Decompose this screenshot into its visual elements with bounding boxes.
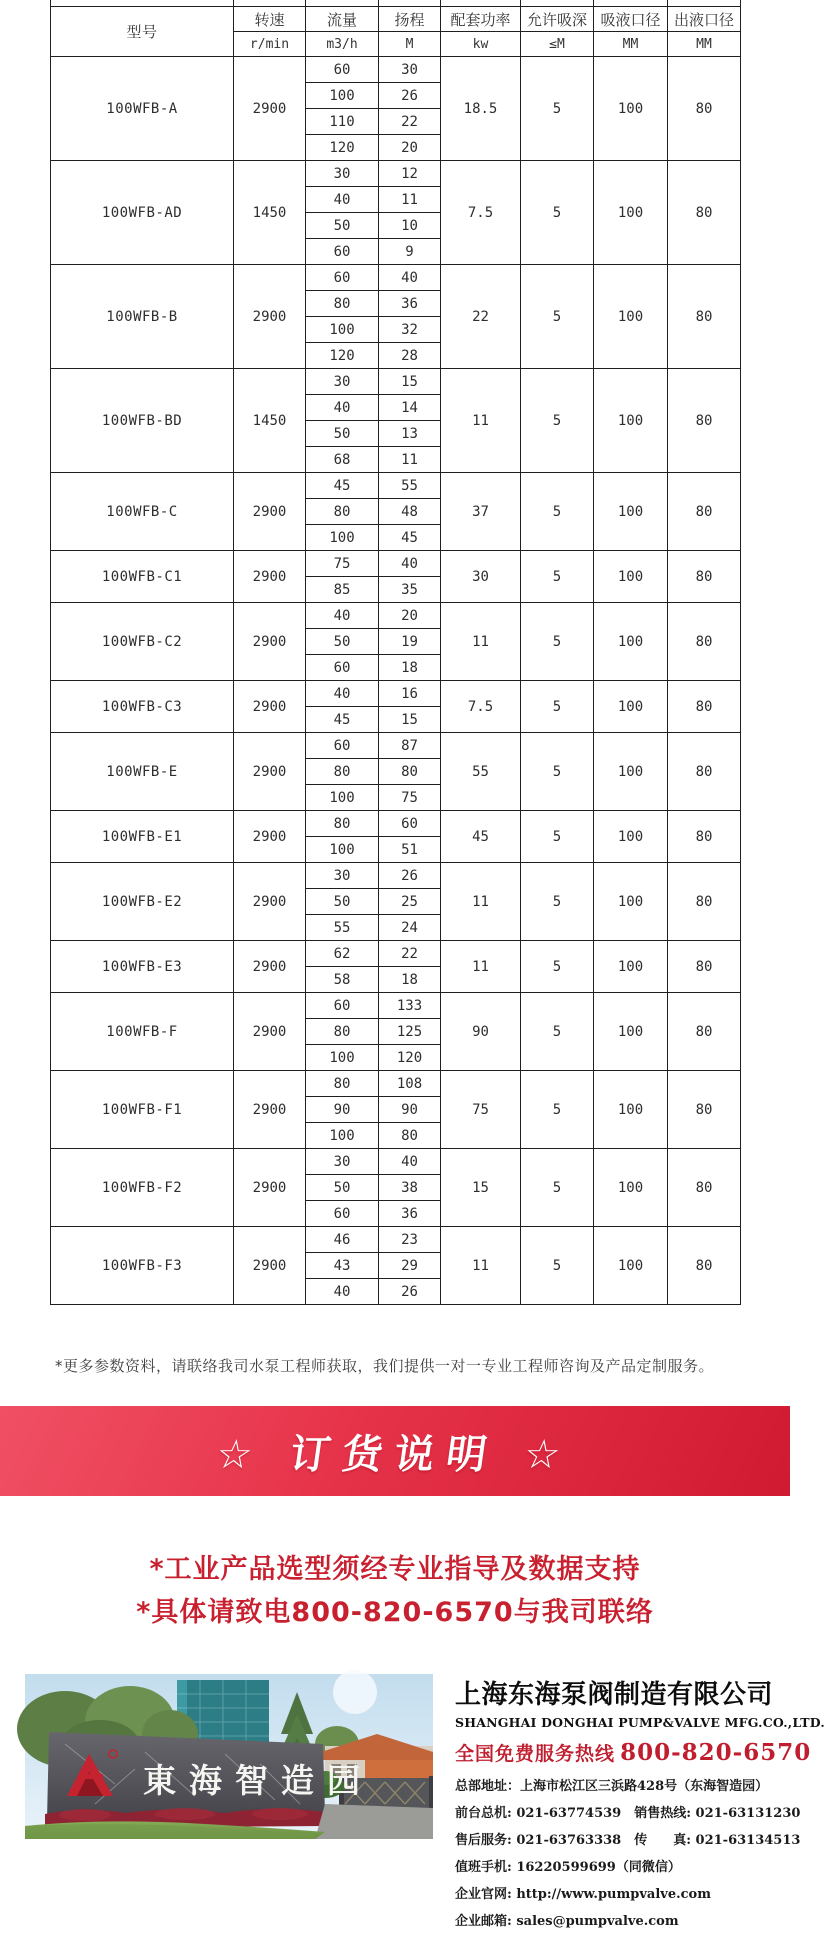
speed-cell: 2900 — [234, 1149, 306, 1227]
table-row — [51, 993, 741, 1019]
table-row — [51, 473, 741, 499]
table-row — [51, 57, 741, 83]
flow-cell: 46 — [306, 1227, 379, 1253]
outlet-cell: 80 — [668, 161, 741, 265]
table-row — [51, 1149, 741, 1175]
suction-cell: 5 — [521, 733, 594, 811]
head-cell: 9 — [379, 239, 441, 265]
inlet-cell: 100 — [594, 1149, 668, 1227]
power-cell: 7.5 — [441, 681, 521, 733]
suction-cell: 5 — [521, 681, 594, 733]
suction-cell: 5 — [521, 603, 594, 681]
speed-cell: 1450 — [234, 161, 306, 265]
head-cell: 40 — [379, 1149, 441, 1175]
head-cell: 40 — [379, 551, 441, 577]
power-cell: 75 — [441, 1071, 521, 1149]
selection-notice — [0, 1548, 790, 1634]
inlet-cell: 100 — [594, 863, 668, 941]
suction-cell: 5 — [521, 161, 594, 265]
head-cell: 25 — [379, 889, 441, 915]
table-row — [51, 551, 741, 577]
inlet-cell: 100 — [594, 1071, 668, 1149]
speed-cell: 1450 — [234, 369, 306, 473]
outlet-cell: 80 — [668, 863, 741, 941]
flow-cell: 100 — [306, 317, 379, 343]
company-detail-line: 企业官网: http://www.pumpvalve.com — [455, 1887, 711, 1902]
suction-cell: 5 — [521, 1071, 594, 1149]
table-row — [51, 369, 741, 395]
head-cell: 40 — [379, 265, 441, 291]
flow-cell: 100 — [306, 525, 379, 551]
flow-cell: 30 — [306, 1149, 379, 1175]
head-cell: 26 — [379, 863, 441, 889]
flow-cell: 100 — [306, 1045, 379, 1071]
model-cell: 100WFB-E2 — [51, 863, 234, 941]
flow-cell: 100 — [306, 837, 379, 863]
flow-cell: 85 — [306, 577, 379, 603]
power-cell: 11 — [441, 603, 521, 681]
speed-cell: 2900 — [234, 551, 306, 603]
flow-cell: 60 — [306, 655, 379, 681]
head-cell: 38 — [379, 1175, 441, 1201]
spec-table-body — [51, 0, 741, 1305]
speed-cell: 2900 — [234, 681, 306, 733]
table-row — [51, 161, 741, 187]
head-cell: 51 — [379, 837, 441, 863]
head-cell: 19 — [379, 629, 441, 655]
outlet-cell: 80 — [668, 1071, 741, 1149]
col-header: 扬程 — [379, 7, 441, 32]
head-cell: 26 — [379, 83, 441, 109]
speed-cell: 2900 — [234, 733, 306, 811]
head-cell: 133 — [379, 993, 441, 1019]
flow-cell: 60 — [306, 1201, 379, 1227]
head-cell: 36 — [379, 1201, 441, 1227]
outlet-cell: 80 — [668, 57, 741, 161]
model-cell: 100WFB-E — [51, 733, 234, 811]
model-cell: 100WFB-AD — [51, 161, 234, 265]
flow-cell: 100 — [306, 83, 379, 109]
power-cell: 37 — [441, 473, 521, 551]
table-row — [51, 681, 741, 707]
flow-cell: 40 — [306, 681, 379, 707]
col-header: 吸液口径 — [594, 7, 668, 32]
head-cell: 29 — [379, 1253, 441, 1279]
suction-cell: 5 — [521, 811, 594, 863]
outlet-cell: 80 — [668, 681, 741, 733]
head-cell: 35 — [379, 577, 441, 603]
flow-cell: 110 — [306, 109, 379, 135]
flow-cell: 80 — [306, 499, 379, 525]
table-footnote: *更多参数资料，请联络我司水泵工程师获取，我们提供一对一专业工程师咨询及产品定制服务。 — [55, 1357, 715, 1375]
head-cell: 20 — [379, 603, 441, 629]
head-cell: 60 — [379, 811, 441, 837]
table-row — [51, 603, 741, 629]
company-hotline — [455, 1739, 812, 1766]
flow-cell: 80 — [306, 1019, 379, 1045]
suction-cell: 5 — [521, 941, 594, 993]
col-header-model: 型号 — [51, 7, 234, 57]
head-cell: 75 — [379, 785, 441, 811]
suction-cell: 5 — [521, 1227, 594, 1305]
head-cell: 23 — [379, 1227, 441, 1253]
hotline-label: 全国免费服务热线 — [455, 1743, 616, 1765]
head-cell: 55 — [379, 473, 441, 499]
table-row — [51, 811, 741, 837]
model-cell: 100WFB-F — [51, 993, 234, 1071]
model-cell: 100WFB-C — [51, 473, 234, 551]
flow-cell: 62 — [306, 941, 379, 967]
head-cell: 87 — [379, 733, 441, 759]
outlet-cell: 80 — [668, 551, 741, 603]
company-detail-line: 总部地址：上海市松江区三浜路428号（东海智造园） — [455, 1779, 769, 1794]
flow-cell: 50 — [306, 889, 379, 915]
inlet-cell: 100 — [594, 265, 668, 369]
col-unit: MM — [594, 32, 668, 57]
inlet-cell: 100 — [594, 811, 668, 863]
inlet-cell: 100 — [594, 57, 668, 161]
flow-cell: 120 — [306, 135, 379, 161]
inlet-cell: 100 — [594, 733, 668, 811]
flow-cell: 30 — [306, 369, 379, 395]
suction-cell: 5 — [521, 863, 594, 941]
speed-cell: 2900 — [234, 265, 306, 369]
flow-cell: 60 — [306, 239, 379, 265]
flow-cell: 100 — [306, 1123, 379, 1149]
col-header: 配套功率 — [441, 7, 521, 32]
col-header: 允许吸深 — [521, 7, 594, 32]
flow-cell: 80 — [306, 291, 379, 317]
head-cell: 32 — [379, 317, 441, 343]
flow-cell: 80 — [306, 811, 379, 837]
col-unit: kw — [441, 32, 521, 57]
speed-cell: 2900 — [234, 941, 306, 993]
power-cell: 7.5 — [441, 161, 521, 265]
outlet-cell: 80 — [668, 603, 741, 681]
flow-cell: 60 — [306, 57, 379, 83]
speed-cell: 2900 — [234, 811, 306, 863]
col-unit: ≤M — [521, 32, 594, 57]
power-cell: 11 — [441, 1227, 521, 1305]
head-cell: 48 — [379, 499, 441, 525]
outlet-cell: 80 — [668, 1227, 741, 1305]
model-cell: 100WFB-A — [51, 57, 234, 161]
flow-cell: 40 — [306, 187, 379, 213]
model-cell: 100WFB-E1 — [51, 811, 234, 863]
speed-cell: 2900 — [234, 863, 306, 941]
model-cell: 100WFB-C2 — [51, 603, 234, 681]
power-cell: 11 — [441, 941, 521, 993]
company-photo — [25, 1674, 433, 1839]
flow-cell: 40 — [306, 603, 379, 629]
flow-cell: 45 — [306, 707, 379, 733]
model-cell: 100WFB-B — [51, 265, 234, 369]
inlet-cell: 100 — [594, 1227, 668, 1305]
head-cell: 26 — [379, 1279, 441, 1305]
speed-cell: 2900 — [234, 1071, 306, 1149]
table-row — [51, 733, 741, 759]
flow-cell: 60 — [306, 733, 379, 759]
flow-cell: 90 — [306, 1097, 379, 1123]
head-cell: 15 — [379, 707, 441, 733]
flow-cell: 50 — [306, 213, 379, 239]
head-cell: 18 — [379, 655, 441, 681]
flow-cell: 50 — [306, 629, 379, 655]
company-name-cn: 上海东海泵阀制造有限公司 — [455, 1680, 774, 1710]
power-cell: 45 — [441, 811, 521, 863]
table-row — [51, 941, 741, 967]
notice-line: *工业产品选型须经专业指导及数据支持 — [149, 1554, 641, 1585]
model-cell: 100WFB-F1 — [51, 1071, 234, 1149]
power-cell: 11 — [441, 863, 521, 941]
flow-cell: 50 — [306, 421, 379, 447]
head-cell: 120 — [379, 1045, 441, 1071]
model-cell: 100WFB-C1 — [51, 551, 234, 603]
head-cell: 20 — [379, 135, 441, 161]
suction-cell: 5 — [521, 473, 594, 551]
flow-cell: 68 — [306, 447, 379, 473]
col-unit: M — [379, 32, 441, 57]
head-cell: 80 — [379, 1123, 441, 1149]
flow-cell: 40 — [306, 1279, 379, 1305]
suction-cell: 5 — [521, 57, 594, 161]
outlet-cell: 80 — [668, 993, 741, 1071]
company-details — [455, 1773, 801, 1935]
head-cell: 24 — [379, 915, 441, 941]
flow-cell: 40 — [306, 395, 379, 421]
outlet-cell: 80 — [668, 1149, 741, 1227]
inlet-cell: 100 — [594, 369, 668, 473]
inlet-cell: 100 — [594, 681, 668, 733]
flow-cell: 60 — [306, 993, 379, 1019]
flow-cell: 50 — [306, 1175, 379, 1201]
flow-cell: 75 — [306, 551, 379, 577]
park-sign-text: 東海智造园 — [143, 1761, 373, 1800]
flow-cell: 45 — [306, 473, 379, 499]
head-cell: 108 — [379, 1071, 441, 1097]
hotline-number: 800-820-6570 — [620, 1739, 812, 1766]
table-row — [51, 863, 741, 889]
company-info — [455, 1674, 825, 1935]
spec-table — [50, 0, 741, 1305]
head-cell: 12 — [379, 161, 441, 187]
power-cell: 15 — [441, 1149, 521, 1227]
head-cell: 80 — [379, 759, 441, 785]
head-cell: 14 — [379, 395, 441, 421]
head-cell: 10 — [379, 213, 441, 239]
flow-cell: 43 — [306, 1253, 379, 1279]
head-cell: 90 — [379, 1097, 441, 1123]
suction-cell: 5 — [521, 265, 594, 369]
flow-cell: 58 — [306, 967, 379, 993]
table-row — [51, 1071, 741, 1097]
company-detail-line: 值班手机: 16220599699（同微信） — [455, 1860, 681, 1875]
col-header: 出液口径 — [668, 7, 741, 32]
notice-line: *具体请致电800-820-6570与我司联络 — [136, 1597, 654, 1628]
col-unit: MM — [668, 32, 741, 57]
table-row — [51, 1227, 741, 1253]
model-cell: 100WFB-BD — [51, 369, 234, 473]
power-cell: 18.5 — [441, 57, 521, 161]
head-cell: 45 — [379, 525, 441, 551]
suction-cell: 5 — [521, 1149, 594, 1227]
flow-cell: 30 — [306, 161, 379, 187]
flow-cell: 120 — [306, 343, 379, 369]
flow-cell: 55 — [306, 915, 379, 941]
outlet-cell: 80 — [668, 369, 741, 473]
head-cell: 36 — [379, 291, 441, 317]
head-cell: 22 — [379, 941, 441, 967]
head-cell: 15 — [379, 369, 441, 395]
outlet-cell: 80 — [668, 473, 741, 551]
inlet-cell: 100 — [594, 473, 668, 551]
col-header: 流量 — [306, 7, 379, 32]
flow-cell: 100 — [306, 785, 379, 811]
head-cell: 30 — [379, 57, 441, 83]
order-instructions-title: ☆ 订货说明 ☆ — [213, 1431, 576, 1478]
inlet-cell: 100 — [594, 551, 668, 603]
speed-cell: 2900 — [234, 993, 306, 1071]
head-cell: 28 — [379, 343, 441, 369]
inlet-cell: 100 — [594, 993, 668, 1071]
order-instructions-banner — [0, 1406, 790, 1496]
speed-cell: 2900 — [234, 1227, 306, 1305]
outlet-cell: 80 — [668, 733, 741, 811]
model-cell: 100WFB-E3 — [51, 941, 234, 993]
outlet-cell: 80 — [668, 941, 741, 993]
speed-cell: 2900 — [234, 473, 306, 551]
col-header: 转速 — [234, 7, 306, 32]
table-row — [51, 265, 741, 291]
outlet-cell: 80 — [668, 811, 741, 863]
power-cell: 90 — [441, 993, 521, 1071]
company-detail-line: 前台总机: 021-63774539 销售热线: 021-63131230 — [455, 1806, 801, 1821]
flow-cell: 30 — [306, 863, 379, 889]
flow-cell: 80 — [306, 1071, 379, 1097]
outlet-cell: 80 — [668, 265, 741, 369]
inlet-cell: 100 — [594, 603, 668, 681]
head-cell: 16 — [379, 681, 441, 707]
power-cell: 11 — [441, 369, 521, 473]
flow-cell: 80 — [306, 759, 379, 785]
head-cell: 11 — [379, 447, 441, 473]
company-section — [25, 1674, 825, 1935]
model-cell: 100WFB-F3 — [51, 1227, 234, 1305]
head-cell: 125 — [379, 1019, 441, 1045]
head-cell: 11 — [379, 187, 441, 213]
photo-road — [315, 1804, 433, 1839]
speed-cell: 2900 — [234, 603, 306, 681]
power-cell: 30 — [441, 551, 521, 603]
flow-cell: 60 — [306, 265, 379, 291]
speed-cell: 2900 — [234, 57, 306, 161]
company-detail-line: 企业邮箱: sales@pumpvalve.com — [455, 1914, 679, 1929]
col-unit: m3/h — [306, 32, 379, 57]
suction-cell: 5 — [521, 369, 594, 473]
inlet-cell: 100 — [594, 161, 668, 265]
suction-cell: 5 — [521, 993, 594, 1071]
suction-cell: 5 — [521, 551, 594, 603]
model-cell: 100WFB-F2 — [51, 1149, 234, 1227]
company-name-en: SHANGHAI DONGHAI PUMP&VALVE MFG.CO.,LTD. — [455, 1715, 825, 1730]
head-cell: 18 — [379, 967, 441, 993]
inlet-cell: 100 — [594, 941, 668, 993]
head-cell: 13 — [379, 421, 441, 447]
head-cell: 22 — [379, 109, 441, 135]
model-cell: 100WFB-C3 — [51, 681, 234, 733]
col-unit: r/min — [234, 32, 306, 57]
power-cell: 55 — [441, 733, 521, 811]
company-detail-line: 售后服务: 021-63763338 传 真: 021-63134513 — [455, 1833, 801, 1848]
power-cell: 22 — [441, 265, 521, 369]
